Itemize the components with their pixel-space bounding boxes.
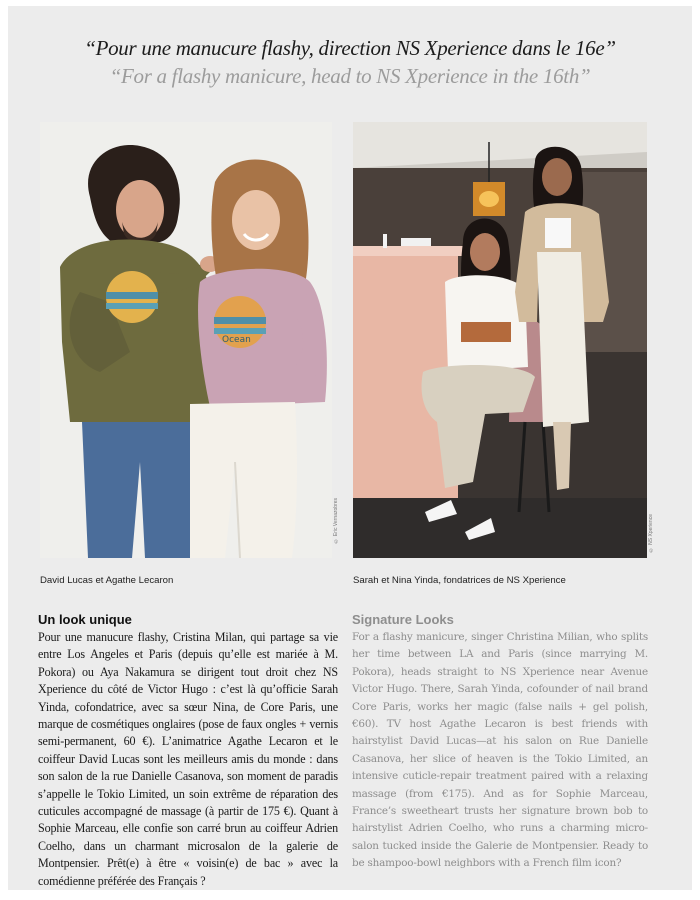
article-english-column — [352, 612, 648, 873]
photo-david-agathe-illustration — [40, 122, 332, 558]
photo-right-caption: Sarah et Nina Yinda, fondatrices de NS Xperience — [353, 575, 566, 586]
photo-left-credit: © Eric Vernazobres — [333, 498, 339, 544]
article-french-body: Pour une manucure flashy, Cristina Milan, qui partage sa vie entre Los Angeles et Paris (depuis qu’elle est mariée à M. Pokora) ou Aya Nakamura se dirigent tout droit chez NS Xperience du côté de Victor Hugo : c’est là qu’officie Sarah Yinda, cofondatrice, avec sa sœur Nina, de Core Paris, une marque de cosmétiques onglaires (pose de faux ongles + vernis semi-permanent, 60 €). L’animatrice Agathe Lecaron et le coiffeur David Lucas sont les meilleurs amis du monde : dans son salon de la rue Danielle Casanova, son moment de paradis s’appelle le Tokio Limited, un soin extrême de réparation des cuticules accompagné de massage (à partir de 175 €). Quant à Sophie Marceau, elle confie son carré brun au coiffeur Adrien Coelho, dans un charmant microsalon de la galerie de Montpensier. Prêt(e) à être « voisin(e) de bac » avec la comédienne préférée des Français ? — [38, 630, 338, 888]
page-title-french: “Pour une manucure flashy, direction NS Xperience dans le 16e” — [84, 36, 616, 60]
article-english-body: For a flashy manicure, singer Christina Milian, who splits her time between LA and Paris (since marrying M. Pokora), heads straight to NS Xperience near Avenue Victor Hugo. There, Sarah Yinda, cofounder of nail brand Core Paris, works her magic (false nails + gel polish, €60). TV host Agathe Lecaron is best friends with hairstylist David Lucas—at his salon on Rue Danielle Casanova, her slice of heaven is the Tokio Limited, an intensive cuticle-repair treatment paired with a relaxing massage (from €175). And as for Sophie Marceau, France’s sweetheart trusts her signature brown bob to hairstylist Adrien Coelho, who runs a charming micro-salon tucked inside the Galerie de Montpensier. Ready to be shampoo-bowl neighbors with a French film icon? — [352, 631, 648, 870]
page-title-english: “For a flashy manicure, head to NS Xperience in the 16th” — [109, 64, 591, 88]
article-french-heading: Un look unique — [38, 612, 132, 627]
article-english-heading: Signature Looks — [352, 612, 454, 627]
photo-right-credit: © NS Xperience — [648, 514, 654, 553]
photo-sarah-nina-illustration — [353, 122, 647, 558]
photo-left-caption: David Lucas et Agathe Lecaron — [40, 575, 174, 586]
article-french-column — [38, 612, 338, 890]
magazine-page — [8, 6, 692, 890]
photo-shirt-print-text: Ocean — [222, 335, 251, 345]
photo-sarah-nina — [353, 122, 647, 558]
photo-david-agathe — [40, 122, 332, 558]
